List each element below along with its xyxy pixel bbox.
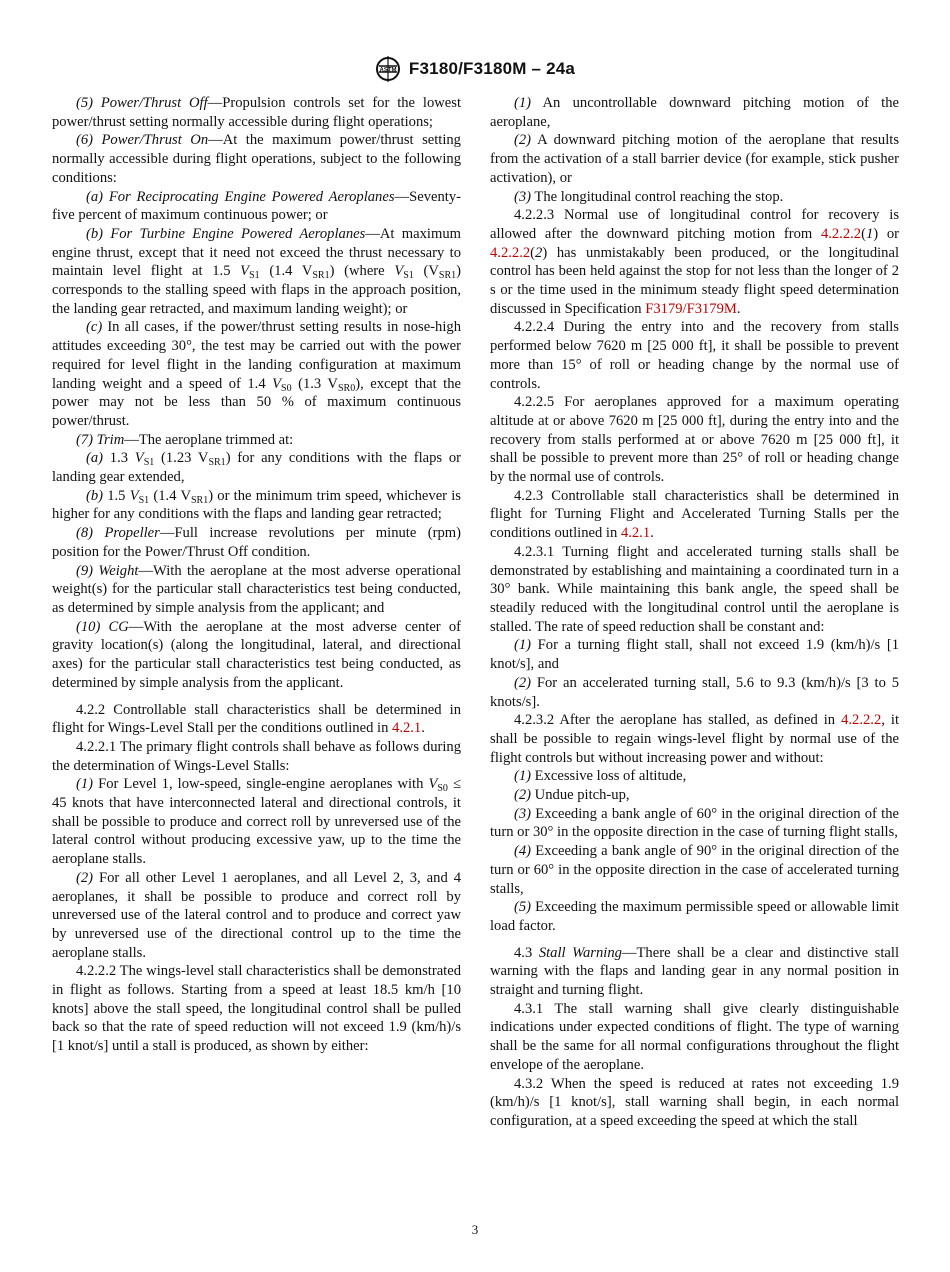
- paragraph-4-2-2-1: 4.2.2.1 The primary flight controls shall behave as follows during the determination of Wings-Level Stalls:: [52, 738, 461, 774]
- paragraph-pitch-up: (2) Undue pitch-up,: [514, 787, 630, 804]
- paragraph-cg: (10) CG—With the aeroplane at the most adverse center of gravity location(s) (along the longitudinal, lateral, and directional axes) for the particular stall characteristics test being conducted, as determined by simple analysis from the applicant.: [52, 618, 461, 691]
- paragraph-trim-b: (b) 1.5 $V_{S1}$ (1.4 $V_{SR1}$) or the minimum trim speed, whichever is higher for any conditions with the flaps and landing gear retracted;: [52, 487, 461, 523]
- paragraph-turning-rate: (1) For a turning flight stall, shall not exceed 1.9 (km/h)/s [1 knot/s], and: [490, 637, 899, 673]
- paragraph-4-2-2-3: 4.2.2.3 Normal use of longitudinal control for recovery is allowed after the downward pitching motion from 4.2.2.2(1) or 4.2.2.2(2) has unmistakably been produced, or the longitudinal control has been held against the stop for not less than the longer of 2 s or the time used in the minimum steady flight speed determination discussed in Specification F3179/F3179M.: [490, 207, 899, 317]
- paragraph-bank-60: (3) Exceeding a bank angle of 60° in the original direction of the turn or 30° in the opposite direction in the case of turning flight stalls,: [490, 805, 899, 841]
- page-number: 3: [471, 1222, 479, 1237]
- paragraph-all-cases: (c) In all cases, if the power/thrust setting results in nose-high attitudes exceeding 30°, the test may be carried out with the power required for level flight in the landing configuration at maximum landing weight and a speed of 1.4 $V_{S0}$ (1.3 $V_{SR0}$), except that the power may not be less than 50 % of maximum continuous power/thrust.: [52, 319, 461, 429]
- paragraph-4-2-3-2: 4.2.3.2 After the aeroplane has stalled, as defined in 4.2.2.2, it shall be possible to regain wings-level flight by normal use of the flight controls but without increasing power and without:: [490, 712, 900, 766]
- paragraph-propeller: (8) Propeller—Full increase revolutions per minute (rpm) position for the Power/Thrust Off condition.: [52, 525, 461, 560]
- paragraph-4-2-2-4: 4.2.2.4 During the entry into and the recovery from stalls performed below 7620 m [25 000 ft], it shall be possible to prevent more than 15° of roll or heading change by the normal use of controls.: [490, 319, 899, 392]
- paragraph-stall-barrier: (2) A downward pitching motion of the aeroplane that results from the activation of a stall barrier device (for example, stick pusher activation), or: [490, 132, 899, 186]
- paragraph-4-3-2: 4.3.2 When the speed is reduced at rates not exceeding 1.9 (km/h)/s [1 knot/s], stall warning shall begin, in each normal configuration, at a speed exceeding the speed at which the stall: [490, 1075, 899, 1129]
- paragraph-4-2-3: 4.2.3 Controllable stall characteristics shall be determined in flight for Turning Flight and Accelerated Turning Stalls per the conditions outlined in 4.2.1.: [490, 487, 899, 542]
- paragraph-4-2-3-1: 4.2.3.1 Turning flight and accelerated turning stalls shall be demonstrated by establishing and maintaining a coordinated turn in a 30° bank. While maintaining this bank angle, the speed shall be steadily reduced with the longitudinal control until the aeroplane is stalled. The rate of speed reduction shall be constant and:: [490, 543, 899, 635]
- right-column: [490, 94, 899, 1131]
- link-4-2-1[interactable]: 4.2.1: [620, 525, 651, 542]
- paragraph-max-speed: (5) Exceeding the maximum permissible speed or allowable limit load factor.: [490, 899, 899, 934]
- left-column: [52, 94, 461, 1056]
- paragraph-level-1-low-speed: (1) For Level 1, low-speed, single-engine aeroplanes with $V_{S0} \le 45$ knots that have interconnected lateral and directional controls, it shall be possible to produce and correct roll by unreversed use of the lateral control without producing excessive yaw, up to the time the aeroplane stalls.: [52, 776, 461, 868]
- paragraph-4-2-2-2: 4.2.2.2 The wings-level stall characteristics shall be demonstrated in flight as follows. Starting from a speed at least 18.5 km/h [10 knots] above the stall speed, the longitudinal control shall be pulled back so that the rate of speed reduction will not exceed 1.9 (km/h)/s [1 knot/s] until a stall is produced, as shown by either:: [52, 963, 461, 1055]
- paragraph-trim-a: (a) 1.3 $V_{S1}$ (1.23 $V_{SR1}$) for any conditions with the flaps or landing gear extended,: [52, 450, 461, 486]
- paragraph-bank-90: (4) Exceeding a bank angle of 90° in the original direction of the turn or 60° in the opposite direction in the case of accelerated turning stalls,: [490, 843, 899, 897]
- paragraph-pitching-motion: (1) An uncontrollable downward pitching motion of the aeroplane,: [490, 95, 899, 130]
- svg-text:ASTM: ASTM: [379, 67, 397, 74]
- paragraph-4-2-2: 4.2.2 Controllable stall characteristics shall be determined in flight for Wings-Level Stall per the conditions outlined in 4.2.1.: [52, 701, 461, 737]
- paragraph-trim: (7) Trim—The aeroplane trimmed at:: [76, 431, 294, 448]
- paragraph-4-2-2-5: 4.2.2.5 For aeroplanes approved for a maximum operating altitude at or above 7620 m [25 000 ft], during the entry into and the recovery from stalls performed at or above 7620 m [25 000 ft], it shall be possible to prevent more than 25° of roll or heading change by the normal use of controls.: [490, 394, 899, 486]
- paragraph-reciprocating: (a) For Reciprocating Engine Powered Aeroplanes—Seventy-five percent of maximum continuous power; or: [52, 188, 461, 224]
- paragraph-control-stop: (3) The longitudinal control reaching the stop.: [514, 188, 784, 205]
- paragraph-other-levels: (2) For all other Level 1 aeroplanes, and all Level 2, 3, and 4 aeroplanes, it shall be possible to produce and correct roll by unreversed use of the lateral control and to produce and correct yaw by unreversed use of the directional control up to the time the aeroplane stalls.: [52, 869, 461, 961]
- paragraph-accelerated-rate: (2) For an accelerated turning stall, 5.6 to 9.3 (km/h)/s [3 to 5 knots/s].: [490, 674, 899, 710]
- document-id: F3180/F3180M – 24a: [408, 59, 576, 78]
- paragraph-altitude-loss: (1) Excessive loss of altitude,: [514, 768, 687, 785]
- document-header: [0, 52, 950, 86]
- astm-logo-icon: [375, 54, 401, 84]
- link-4-2-1[interactable]: 4.2.1: [392, 720, 422, 737]
- paragraph-power-thrust-on: (6) Power/Thrust On—At the maximum power/thrust setting normally accessible during flight operations, subject to the following conditions:: [52, 132, 461, 186]
- paragraph-4-3-1: 4.3.1 The stall warning shall give clearly distinguishable indications under expected conditions of flight. The type of warning shall be the same for all normal configurations throughout the flight envelope of the aeroplane.: [490, 1000, 899, 1073]
- paragraph-power-thrust-off: (5) Power/Thrust Off—Propulsion controls set for the lowest power/thrust setting normally accessible during flight operations;: [52, 95, 461, 130]
- paragraph-weight: (9) Weight—With the aeroplane at the most adverse operational weight(s) for the particular stall characteristics test being conducted, as determined by simple analysis from the applicant; and: [52, 562, 461, 616]
- paragraph-turbine: (b) For Turbine Engine Powered Aeroplanes—At maximum engine thrust, except that it need not exceed the thrust necessary to maintain level flight at 1.5 $V_{S1}$ (1.4 $V_{SR1}$) (where $V_{S1}$ $(V_{SR1})$ corresponds to the stalling speed with flaps in the approach position, the landing gear retracted, and maximum landing weight); or: [52, 225, 461, 317]
- link-4-2-2-2[interactable]: 4.2.2.2: [841, 712, 882, 729]
- link-f3179[interactable]: F3179/F3179M: [645, 300, 737, 317]
- link-4-2-2-2[interactable]: 4.2.2.2: [490, 244, 531, 261]
- paragraph-4-3-stall-warning: 4.3 Stall Warning—There shall be a clear and distinctive stall warning with the flaps and landing gear in any normal position in straight and turning flight.: [490, 944, 899, 999]
- link-4-2-2-2[interactable]: 4.2.2.2: [820, 225, 862, 242]
